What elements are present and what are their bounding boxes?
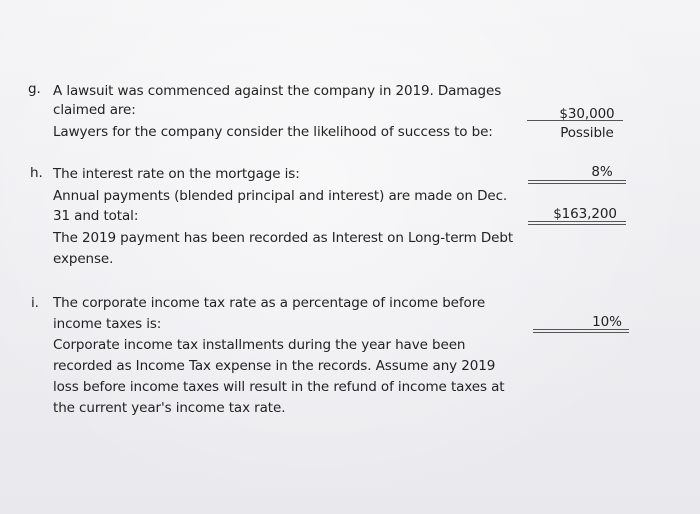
item-g-line-2: claimed are: — [53, 102, 136, 118]
item-h-line-4: The 2019 payment has been recorded as Interest on Long-term Debt — [53, 230, 514, 246]
item-i-line-3: Corporate income tax installments during the year have been — [53, 337, 466, 353]
item-h-payment: $163,200 — [553, 206, 617, 222]
item-g-letter: g. — [28, 81, 41, 97]
item-g-amount: $30,000 — [559, 106, 615, 122]
item-g-line-1: A lawsuit was commenced against the company in 2019. Damages — [53, 83, 502, 99]
item-h-line-3: 31 and total: — [53, 208, 139, 224]
item-h-line-5: expense. — [53, 251, 114, 267]
item-h-line-2: Annual payments (blended principal and interest) are made on Dec. — [53, 188, 508, 204]
item-i-line-6: the current year's income tax rate. — [53, 400, 286, 416]
item-h-line-1: The interest rate on the mortgage is: — [53, 166, 300, 182]
item-i-rate-rule — [533, 329, 629, 333]
item-i-line-2: income taxes is: — [53, 316, 162, 332]
item-h-payment-rule — [528, 221, 626, 225]
item-i-line-4: recorded as Income Tax expense in the records. Assume any 2019 — [53, 358, 496, 374]
item-h-letter: h. — [30, 165, 43, 181]
item-h-rate: 8% — [591, 164, 613, 180]
item-g-amount-rule — [527, 120, 623, 121]
item-i-line-5: loss before income taxes will result in the refund of income taxes at — [53, 379, 505, 395]
item-i-letter: i. — [31, 295, 39, 311]
item-i-line-1: The corporate income tax rate as a percentage of income before — [53, 295, 486, 311]
item-h-rate-rule — [528, 180, 626, 184]
item-g-likelihood: Possible — [560, 125, 614, 141]
item-g-line-3: Lawyers for the company consider the likelihood of success to be: — [53, 124, 493, 140]
item-i-rate: 10% — [592, 314, 622, 330]
